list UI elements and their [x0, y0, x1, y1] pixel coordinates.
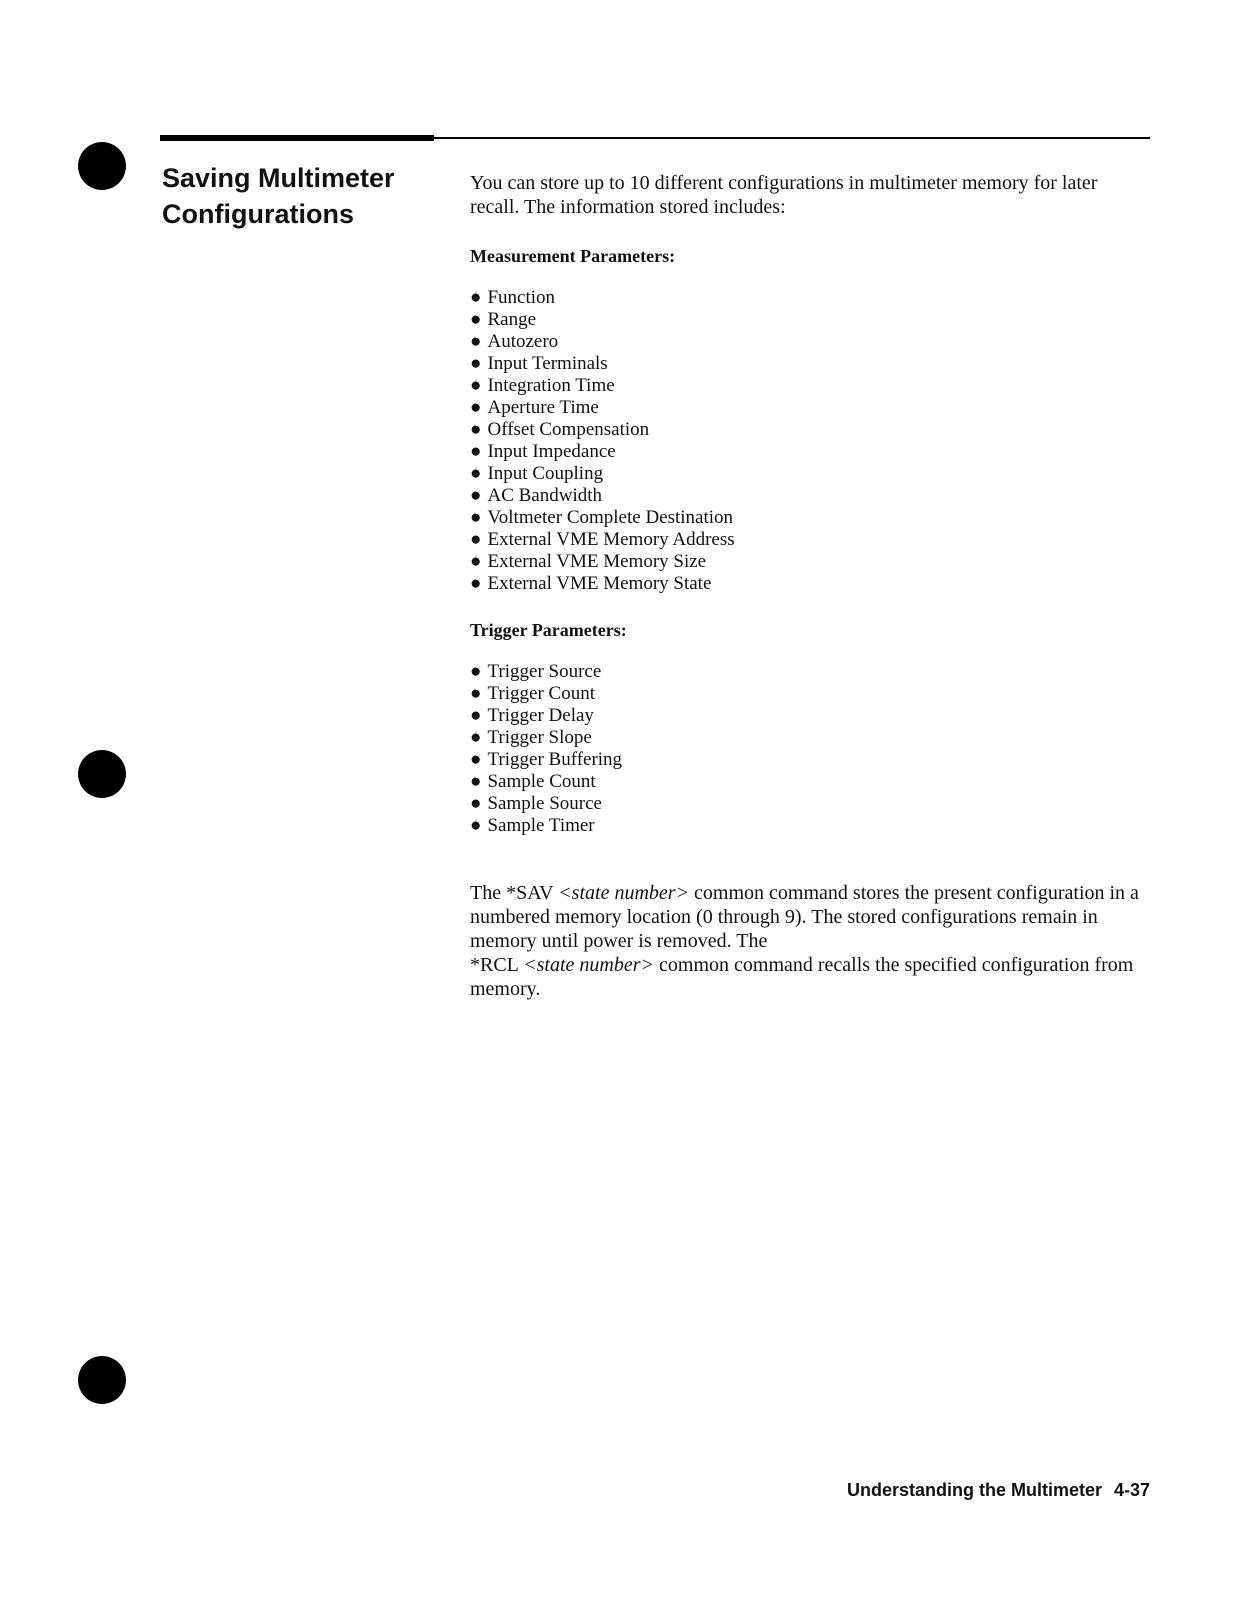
- list-item-label: AC Bandwidth: [487, 485, 603, 506]
- footer-chapter-title: Understanding the Multimeter: [846, 1480, 1102, 1500]
- list-item-label: Sample Timer: [487, 815, 595, 836]
- punch-hole-bottom: [78, 1356, 126, 1404]
- sav-text-prefix: The *SAV: [470, 882, 559, 904]
- list-item: [470, 463, 1140, 485]
- list-item-label: Trigger Count: [487, 683, 595, 704]
- page-number: 4-37: [1113, 1480, 1150, 1500]
- list-item: [470, 551, 1140, 573]
- bullet-icon: ●: [470, 793, 482, 814]
- spacer: [470, 861, 1140, 881]
- list-item: [470, 749, 1140, 771]
- list-item-label: Input Terminals: [487, 353, 608, 374]
- bullet-icon: ●: [470, 661, 482, 682]
- bullet-icon: ●: [470, 331, 482, 352]
- punch-hole-middle: [78, 750, 126, 798]
- section-title-line2: Configurations: [162, 199, 354, 229]
- list-item: [470, 573, 1140, 595]
- list-item: [470, 375, 1140, 397]
- trigger-parameters-list: [470, 661, 1140, 837]
- list-item: [470, 331, 1140, 353]
- trigger-parameters-heading: Trigger Parameters:: [470, 620, 627, 640]
- list-item: [470, 661, 1140, 683]
- bullet-icon: ●: [470, 419, 482, 440]
- bullet-icon: ●: [470, 397, 482, 418]
- list-item: [470, 815, 1140, 837]
- bullet-icon: ●: [470, 287, 482, 308]
- list-item-label: Sample Source: [487, 793, 602, 814]
- list-item-label: Range: [487, 309, 537, 330]
- list-item-label: Trigger Delay: [487, 705, 594, 726]
- punch-hole-top: [78, 142, 126, 190]
- list-item: [470, 529, 1140, 551]
- page-footer: [847, 1480, 1150, 1501]
- list-item: [470, 397, 1140, 419]
- bullet-icon: ●: [470, 353, 482, 374]
- body-column: [470, 171, 1140, 1001]
- bullet-icon: ●: [470, 485, 482, 506]
- list-item: [470, 309, 1140, 331]
- bullet-icon: ●: [470, 463, 482, 484]
- rcl-text-prefix: *RCL: [470, 954, 524, 976]
- list-item: [470, 705, 1140, 727]
- bullet-icon: ●: [470, 507, 482, 528]
- header-rule-thick: [160, 135, 434, 141]
- list-item-label: Input Impedance: [487, 441, 616, 462]
- sav-text-suffix: common command stores the present configuration in a numbered memory location (0 through 9). The stored configurations remain in memory until power is removed. The: [470, 882, 1139, 952]
- list-item-label: Aperture Time: [487, 397, 599, 418]
- list-item: [470, 441, 1140, 463]
- list-item: [470, 353, 1140, 375]
- rcl-text-suffix: common command recalls the specified configuration from memory.: [470, 954, 1134, 1000]
- header-rule-thin: [434, 137, 1150, 139]
- bullet-icon: ●: [470, 441, 482, 462]
- list-item-label: Trigger Slope: [487, 727, 592, 748]
- list-item: [470, 287, 1140, 309]
- bullet-icon: ●: [470, 375, 482, 396]
- list-item: [470, 683, 1140, 705]
- section-title: [162, 160, 432, 232]
- list-item-label: External VME Memory Address: [487, 529, 735, 550]
- bullet-icon: ●: [470, 705, 482, 726]
- bullet-icon: ●: [470, 815, 482, 836]
- bullet-icon: ●: [470, 551, 482, 572]
- bullet-icon: ●: [470, 727, 482, 748]
- list-item: [470, 419, 1140, 441]
- list-item-label: Sample Count: [487, 771, 596, 792]
- list-item-label: Function: [487, 287, 556, 308]
- list-item: [470, 771, 1140, 793]
- bullet-icon: ●: [470, 529, 482, 550]
- bullet-icon: ●: [470, 309, 482, 330]
- list-item-label: Offset Compensation: [487, 419, 650, 440]
- list-item-label: Autozero: [487, 331, 559, 352]
- measurement-parameters-heading: Measurement Parameters:: [470, 246, 676, 266]
- list-item-label: Integration Time: [487, 375, 615, 396]
- section-title-line1: Saving Multimeter: [162, 163, 395, 193]
- closing-paragraph: [470, 881, 1140, 1001]
- list-item: [470, 507, 1140, 529]
- list-item: [470, 793, 1140, 815]
- bullet-icon: ●: [470, 749, 482, 770]
- list-item-label: External VME Memory State: [487, 573, 712, 594]
- list-item-label: External VME Memory Size: [487, 551, 707, 572]
- list-item-label: Voltmeter Complete Destination: [487, 507, 734, 528]
- bullet-icon: ●: [470, 573, 482, 594]
- list-item-label: Trigger Buffering: [487, 749, 623, 770]
- rcl-argument: <state number>: [523, 954, 655, 976]
- list-item: [470, 485, 1140, 507]
- sav-argument: <state number>: [558, 882, 690, 904]
- list-item-label: Input Coupling: [487, 463, 604, 484]
- intro-paragraph: You can store up to 10 different configurations in multimeter memory for later recall. The information stored includes:: [470, 172, 1098, 218]
- list-item: [470, 727, 1140, 749]
- list-item-label: Trigger Source: [487, 661, 602, 682]
- bullet-icon: ●: [470, 771, 482, 792]
- bullet-icon: ●: [470, 683, 482, 704]
- measurement-parameters-list: [470, 287, 1140, 595]
